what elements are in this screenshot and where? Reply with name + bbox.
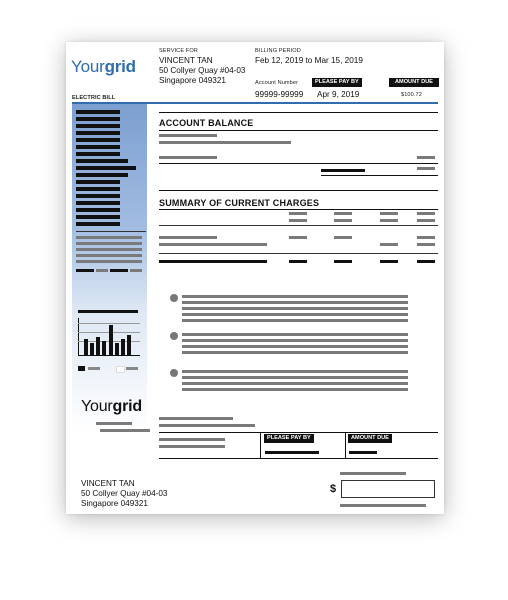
mailing-address-line1: 50 Collyer Quay #04-03 — [81, 489, 168, 498]
sidebar-logo-caption-2 — [100, 429, 150, 432]
service-name: VINCENT TAN — [159, 56, 213, 65]
stub-bottom-rule — [159, 458, 438, 459]
billing-period-value: Feb 12, 2019 to Mar 15, 2019 — [255, 56, 363, 65]
mailing-name: VINCENT TAN — [81, 479, 135, 488]
stub-divider — [345, 432, 346, 458]
account-balance-rule — [159, 112, 438, 113]
amount-enclosed-label — [340, 472, 406, 475]
balance-total-rule — [321, 175, 438, 176]
brand-logo: Yourgrid — [71, 57, 136, 76]
stub-top-rule — [159, 432, 438, 433]
pay-by-date: Apr 9, 2019 — [317, 90, 360, 99]
sidebar-logo-caption — [96, 422, 132, 425]
balance-row — [159, 134, 217, 137]
mailing-address-line2: Singapore 049321 — [81, 499, 148, 508]
bullet-dot — [170, 369, 178, 377]
stub-pay-by-value — [265, 451, 319, 454]
sidebar-brand-logo: Yourgrid — [81, 398, 142, 415]
account-number-label: Account Number — [255, 80, 299, 86]
amount-due-value: $100.72 — [401, 92, 422, 98]
account-balance-title-rule — [159, 130, 438, 131]
amount-due-badge: AMOUNT DUE — [389, 78, 439, 87]
stub-pay-by-badge: PLEASE PAY BY — [264, 434, 314, 443]
account-number-value: 99999-99999 — [255, 90, 304, 99]
summary-title-rule — [159, 209, 438, 210]
amount-enclosed-input[interactable] — [341, 480, 435, 498]
service-for-label: SERVICE FOR — [159, 48, 198, 54]
balance-row — [159, 156, 217, 159]
stub-divider — [260, 432, 261, 458]
stub-amount-badge: AMOUNT DUE — [348, 434, 392, 443]
summary-title: SUMMARY OF CURRENT CHARGES — [159, 198, 320, 208]
billing-period-label: BILLING PERIOD — [255, 48, 301, 54]
bill-document — [66, 42, 444, 514]
currency-symbol: $ — [330, 483, 337, 495]
amount-enclosed-caption — [340, 504, 426, 507]
balance-amount — [417, 167, 435, 170]
service-address-line1: 50 Collyer Quay #04-03 — [159, 66, 246, 75]
summary-rule — [159, 190, 438, 191]
balance-rule — [159, 163, 438, 164]
account-balance-title: ACCOUNT BALANCE — [159, 118, 254, 128]
please-pay-by-badge: PLEASE PAY BY — [312, 78, 362, 87]
balance-row — [159, 141, 291, 144]
bullet-dot — [170, 332, 178, 340]
stub-amount-value — [349, 451, 377, 454]
balance-amount — [417, 156, 435, 159]
balance-total-bar — [321, 169, 365, 172]
bullet-dot — [170, 294, 178, 302]
bill-type-label: ELECTRIC BILL — [72, 95, 116, 101]
service-address-line2: Singapore 049321 — [159, 76, 226, 85]
